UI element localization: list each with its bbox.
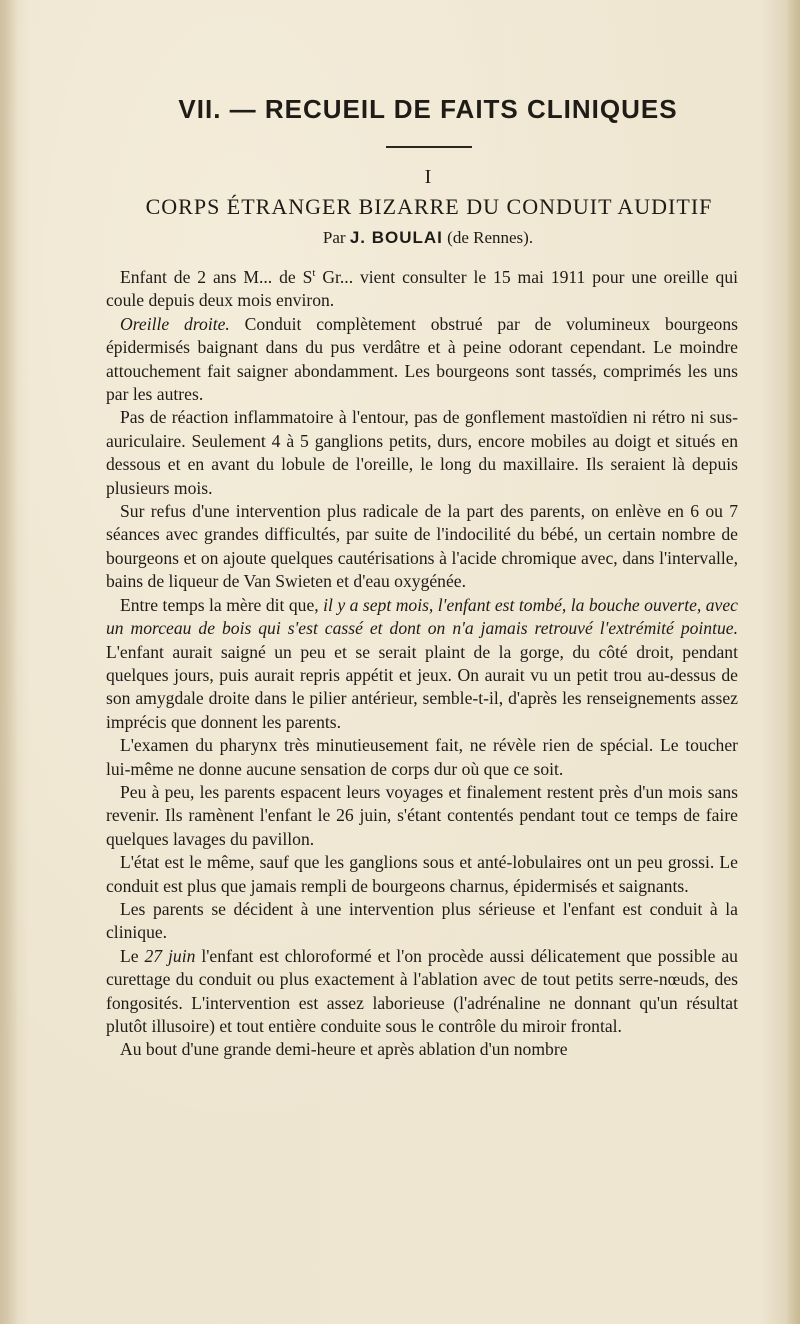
paragraph-1-text-start: Enfant de 2 ans M... de S (120, 267, 313, 287)
article-number: I (424, 166, 432, 188)
paragraph-5-text-start: Entre temps la mère dit que, (120, 594, 324, 615)
paragraph-3: Pas de réaction inflammatoire à l'entour, pas de gonflement mastoïdien ni rétro ni sus-auriculaire. Seulement 4 à 5 ganglions petits, durs, encore mobiles au doigt et situés en dessous et en avant du lobule de l'oreille, le long du maxillaire. Ils seraient là depuis plusieurs mois. (106, 407, 738, 498)
byline (0, 228, 800, 248)
paragraph-4: Sur refus d'une intervention plus radicale de la part des parents, on enlève en 6 ou 7 séances avec grandes difficultés, par suite de l'indocilité du bébé, un certain nombre de bourgeons et on ajoute quelques cautérisations à l'acide chromique avec, dans l'intervalle, bains de liqueur de Van Swieten et d'eau oxygénée. (106, 501, 738, 592)
paragraph-11: Au bout d'une grande demi-heure et après ablation d'un nombre (120, 1039, 568, 1060)
paragraph-10-italic: 27 juin (144, 945, 196, 966)
superscript-t: t (312, 267, 316, 280)
paragraph-1-text-end: Gr... vient consulter le 15 mai 1911 pour une oreille qui coule depuis deux mois environ. (106, 267, 739, 311)
paragraph-2-text: Conduit complètement obstrué par de volumineux bourgeons épidermisés baignant dans du pus verdâtre et à peine odorant cependant. Le moindre attouchement fait saigner abondamment. Les bourgeons sont tassés, comprimés les uns par les autres. (106, 313, 738, 405)
paragraph-5-text-end: L'enfant aurait saigné un peu et se serait plaint de la gorge, du côté droit, pendant quelques jours, puis aurait repris appétit et jeux. On aurait vu un petit trou au-dessus de son amygdale droite dans le pilier antérieur, semble-t-il, d'après les renseignements assez imprécis que donnent les parents. (106, 641, 738, 732)
paragraph-6: L'examen du pharynx très minutieusement fait, ne révèle rien de spécial. Le toucher lui-même ne donne aucune sensation de corps dur où que ce soit. (106, 735, 738, 779)
paragraph-10-text-start: Le (120, 945, 145, 966)
heading-divider (386, 146, 472, 148)
paragraph-1 (106, 266, 738, 313)
paragraph-5 (106, 594, 738, 734)
paragraph-10 (106, 945, 738, 1039)
paragraph-8: L'état est le même, sauf que les ganglions sous et anté-lobulaires ont un peu grossi. Le conduit est plus que jamais rempli de bourgeons charnus, épidermisés et saignants. (106, 852, 738, 896)
paragraph-5-italic: il y a sept mois, l'enfant est tombé, la bouche ouverte, avec un morceau de bois qui s'est cassé et dont on n'a jamais retrouvé l'extrémité pointue. (106, 594, 738, 639)
paragraph-10-text-end: l'enfant est chloroformé et l'on procède aussi délicatement que possible au curettage du conduit ou plus exactement à l'ablation avec de tout petits serre-nœuds, des fongosités. L'intervention est assez laborieuse (l'adrénaline ne donnant qu'un résultat plutôt illusoire) et tout entière conduite sous le contrôle du miroir frontal. (106, 945, 738, 1036)
author-affiliation: (de Rennes). (447, 228, 534, 247)
section-heading: VII. — RECUEIL DE FAITS CLINIQUES (178, 94, 678, 124)
paragraph-7: Peu à peu, les parents espacent leurs voyages et finalement restent près d'un mois sans revenir. Ils ramènent l'enfant le 26 juin, s'étant contentés pendant tout ce temps de faire quelques lavages du pavillon. (106, 781, 738, 849)
paragraph-9: Les parents se décident à une intervention plus sérieuse et l'enfant est conduit à la clinique. (106, 898, 738, 943)
paragraph-2 (106, 313, 738, 407)
byline-prefix: Par (322, 228, 346, 247)
author-name: J. BOULAI (349, 228, 443, 247)
article-title: CORPS ÉTRANGER BIZARRE DU CONDUIT AUDITIF (145, 194, 713, 219)
article-body (106, 266, 738, 1062)
paragraph-2-italic: Oreille droite. (120, 313, 230, 334)
